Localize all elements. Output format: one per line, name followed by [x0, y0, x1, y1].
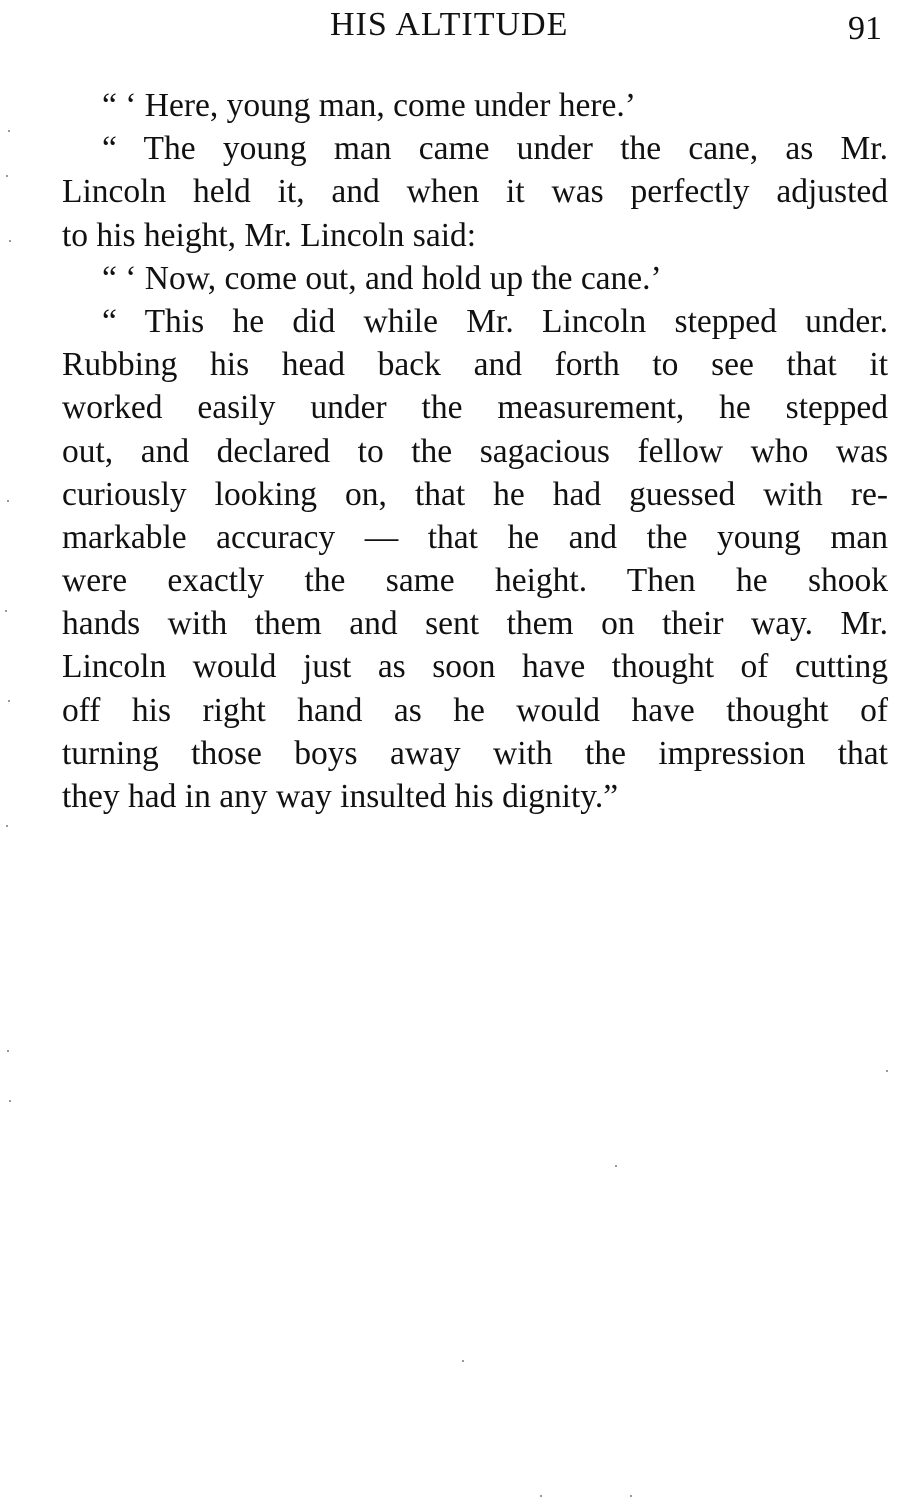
- text-line: were exactly the same height. Then he shook: [62, 562, 888, 600]
- text-line: worked easily under the measurement, he stepped: [62, 389, 888, 427]
- text-line: markable accuracy — that he and the young man: [62, 518, 888, 556]
- text-line: “ The young man came under the cane, as Mr.: [102, 130, 888, 168]
- text-line: Rubbing his head back and forth to see that it: [62, 346, 888, 384]
- text-line: curiously looking on, that he had guessed with re-: [62, 475, 888, 513]
- text-line: Lincoln would just as soon have thought of cutting: [62, 648, 888, 686]
- running-head: [0, 4, 900, 46]
- text-line: Lincoln held it, and when it was perfectly adjusted: [62, 173, 888, 211]
- page-number: 91: [848, 10, 882, 47]
- running-title: HIS ALTITUDE: [330, 6, 569, 43]
- body-text: [62, 84, 888, 818]
- text-line: “ ‘ Here, young man, come under here.’: [102, 87, 636, 124]
- text-line: off his right hand as he would have thought of: [62, 691, 888, 729]
- text-line: to his height, Mr. Lincoln said:: [62, 216, 477, 254]
- text-line: out, and declared to the sagacious fellow who was: [62, 432, 888, 470]
- text-line: hands with them and sent them on their way. Mr.: [62, 605, 888, 643]
- text-line: “ ‘ Now, come out, and hold up the cane.’: [102, 259, 662, 297]
- text-line: “ This he did while Mr. Lincoln stepped under.: [102, 302, 888, 340]
- text-line: they had in any way insulted his dignity.”: [62, 778, 619, 815]
- text-line: turning those boys away with the impression that: [62, 734, 888, 772]
